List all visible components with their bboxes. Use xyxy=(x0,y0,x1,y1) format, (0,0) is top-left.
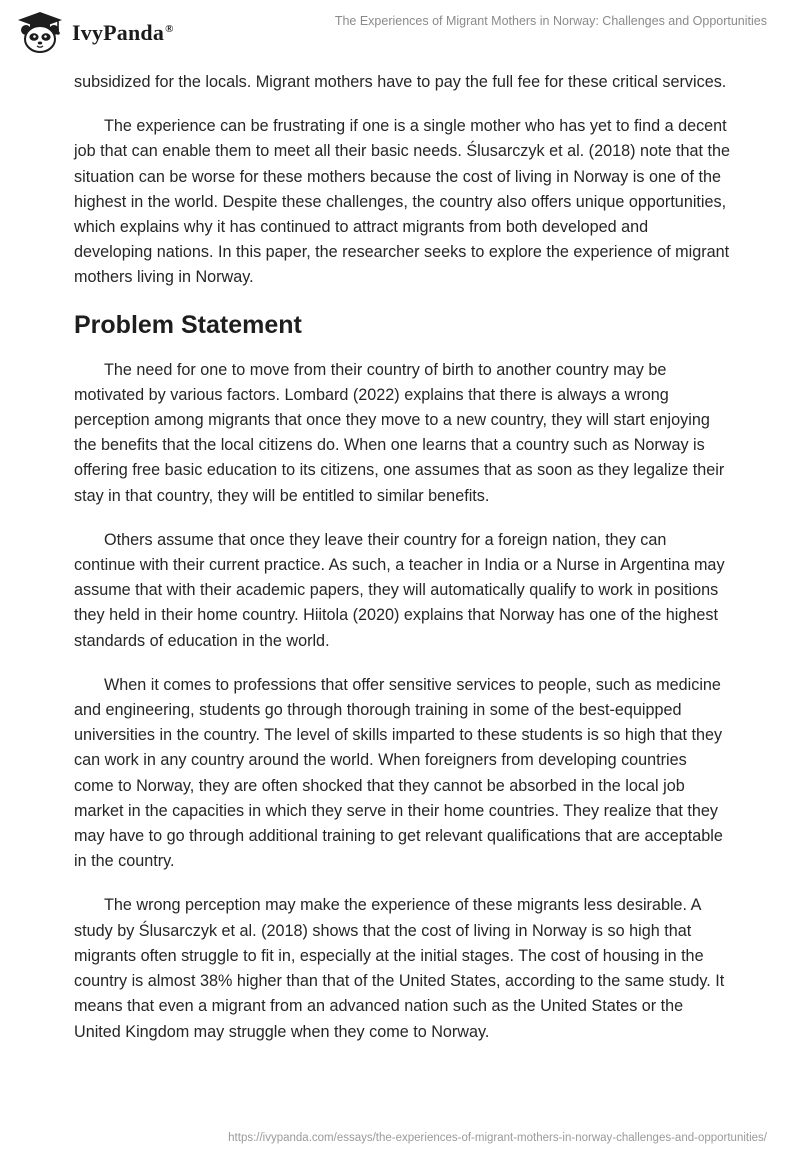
paragraph: Others assume that once they leave their country for a foreign nation, they can continue with their current practice. As such, a teacher in India or a Nurse in Argentina may assume that with their academic papers, they will automatically qualify to work in positions they held in their home country. Hiitola (2020) explains that Norway has one of the highest standards of education in the world. xyxy=(74,530,725,650)
paragraph-continuation: subsidized for the locals. Migrant mothers have to pay the full fee for these critical services. xyxy=(74,73,727,91)
page-header xyxy=(0,0,800,64)
section-heading: Problem Statement xyxy=(74,310,302,339)
panda-graduate-icon xyxy=(14,10,66,54)
paragraph: The experience can be frustrating if one is a single mother who has yet to find a decent job that can enable them to meet all their basic needs. Ślusarczyk et al. (2018) note that the situation can be worse for these mothers because the cost of living in Norway is one of the highest in the world. Despite these challenges, the country also offers unique opportunities, which explains why it has continued to attract migrants from both developed and developing nations. In this paper, the researcher seeks to explore the experience of migrant mothers living in Norway. xyxy=(74,117,730,287)
brand-name: IvyPanda® xyxy=(72,20,174,45)
document-title: The Experiences of Migrant Mothers in Norway: Challenges and Opportunities xyxy=(334,14,767,28)
brand-logo[interactable] xyxy=(14,10,174,54)
paragraph: The wrong perception may make the experience of these migrants less desirable. A study by Ślusarczyk et al. (2018) shows that the cost of living in Norway is so high that migrants often struggle to fit in, especially at the initial stages. The cost of housing in the country is almost 38% higher than that of the United States, according to the same study. It means that even a migrant from an advanced nation such as the United States or the United Kingdom may struggle when they come to Norway. xyxy=(74,896,725,1041)
essay-body xyxy=(74,70,730,1064)
paragraph: The need for one to move from their country of birth to another country may be motivated by various factors. Lombard (2022) explains that there is always a wrong perception among migrants that once they move to a new country, they will start enjoying the benefits that the local citizens do. When one learns that a country such as Norway is offering free basic education to its citizens, one assumes that as soon as they legalize their stay in that country, they will be entitled to similar benefits. xyxy=(74,360,725,505)
source-url[interactable]: https://ivypanda.com/essays/the-experiences-of-migrant-mothers-in-norway-challenges-and-opportunities/ xyxy=(228,1132,767,1144)
paragraph: When it comes to professions that offer sensitive services to people, such as medicine and engineering, students go through thorough training in some of the best-equipped universities in the country. The level of skills imparted to these students is so high that they can work in any country around the world. When foreigners from developing countries come to Norway, they are often shocked that they cannot be absorbed in the local job market in the capacities in which they serve in their home countries. They realize that they may have to go through additional training to get relevant qualifications that are acceptable in the country. xyxy=(74,675,723,871)
